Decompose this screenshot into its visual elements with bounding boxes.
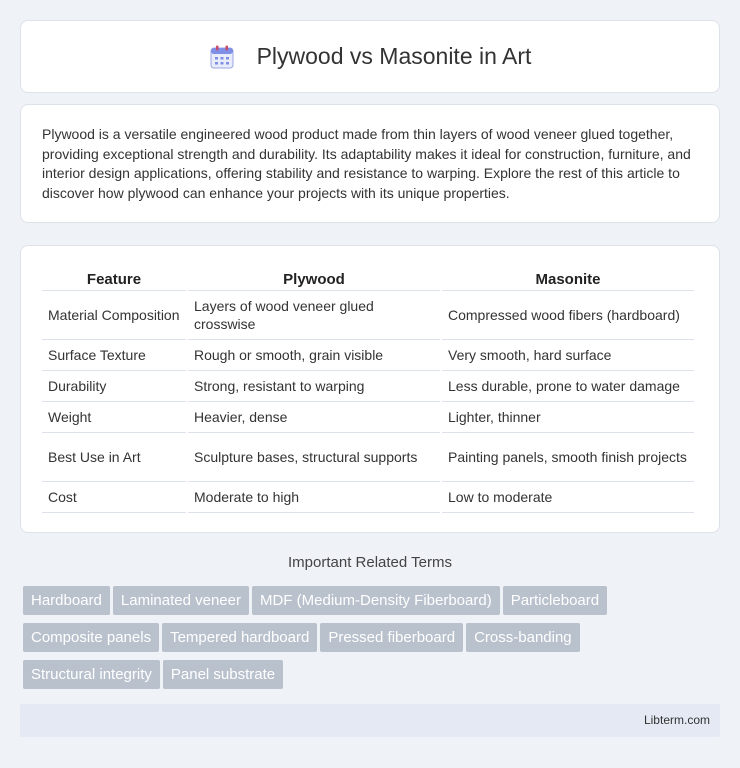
tag-panel-substrate[interactable]: Panel substrate <box>163 660 283 689</box>
table-cell: Best Use in Art <box>42 433 186 482</box>
table-cell: Cost <box>42 482 186 513</box>
table-cell: Material Composition <box>42 291 186 340</box>
column-header-feature: Feature <box>42 267 186 291</box>
tag-structural-integrity[interactable]: Structural integrity <box>23 660 160 689</box>
table-row <box>42 433 694 482</box>
footer-site-link[interactable]: Libterm.com <box>643 713 710 727</box>
table-cell: Weight <box>42 402 186 433</box>
table-cell: Lighter, thinner <box>442 402 694 433</box>
table-cell: Strong, resistant to warping <box>188 371 440 402</box>
table-row <box>42 482 694 513</box>
table-header-row <box>42 267 694 291</box>
tag-mdf[interactable]: MDF (Medium-Density Fiberboard) <box>252 586 500 615</box>
header-card <box>20 20 720 93</box>
table-row <box>42 402 694 433</box>
intro-card <box>20 104 720 223</box>
tag-cross-banding[interactable]: Cross-banding <box>466 623 580 652</box>
table-row <box>42 291 694 340</box>
table-cell: Durability <box>42 371 186 402</box>
table-row <box>42 371 694 402</box>
related-terms-list <box>23 586 723 697</box>
column-header-plywood: Plywood <box>188 267 440 291</box>
table-cell: Rough or smooth, grain visible <box>188 340 440 371</box>
table-cell: Layers of wood veneer glued crosswise <box>188 291 440 340</box>
tag-pressed-fiberboard[interactable]: Pressed fiberboard <box>320 623 463 652</box>
intro-text: Plywood is a versatile engineered wood product made from thin layers of wood veneer glued together, providing exceptional strength and durability. Its adaptability makes it ideal for construction, furniture, and interior design applications, offering stability and resistance to warping. Explore the rest of this article to discover how plywood can enhance your projects with its unique properties. <box>42 126 691 201</box>
tag-laminated-veneer[interactable]: Laminated veneer <box>113 586 249 615</box>
table-cell: Low to moderate <box>442 482 694 513</box>
tag-composite-panels[interactable]: Composite panels <box>23 623 159 652</box>
related-terms-title: Important Related Terms <box>288 554 452 571</box>
table-row <box>42 340 694 371</box>
table-cell: Surface Texture <box>42 340 186 371</box>
tag-hardboard[interactable]: Hardboard <box>23 586 110 615</box>
calendar-icon <box>209 44 235 70</box>
table-cell: Moderate to high <box>188 482 440 513</box>
footer <box>20 704 720 737</box>
comparison-table <box>40 267 696 513</box>
table-cell: Heavier, dense <box>188 402 440 433</box>
page-title: Plywood vs Masonite in Art <box>256 43 532 69</box>
table-cell: Less durable, prone to water damage <box>442 371 694 402</box>
table-cell: Very smooth, hard surface <box>442 340 694 371</box>
table-cell: Painting panels, smooth finish projects <box>442 433 694 482</box>
comparison-card <box>20 245 720 533</box>
table-cell: Compressed wood fibers (hardboard) <box>442 291 694 340</box>
tag-particleboard[interactable]: Particleboard <box>503 586 607 615</box>
table-cell: Sculpture bases, structural supports <box>188 433 440 482</box>
tag-tempered-hardboard[interactable]: Tempered hardboard <box>162 623 317 652</box>
column-header-masonite: Masonite <box>442 267 694 291</box>
